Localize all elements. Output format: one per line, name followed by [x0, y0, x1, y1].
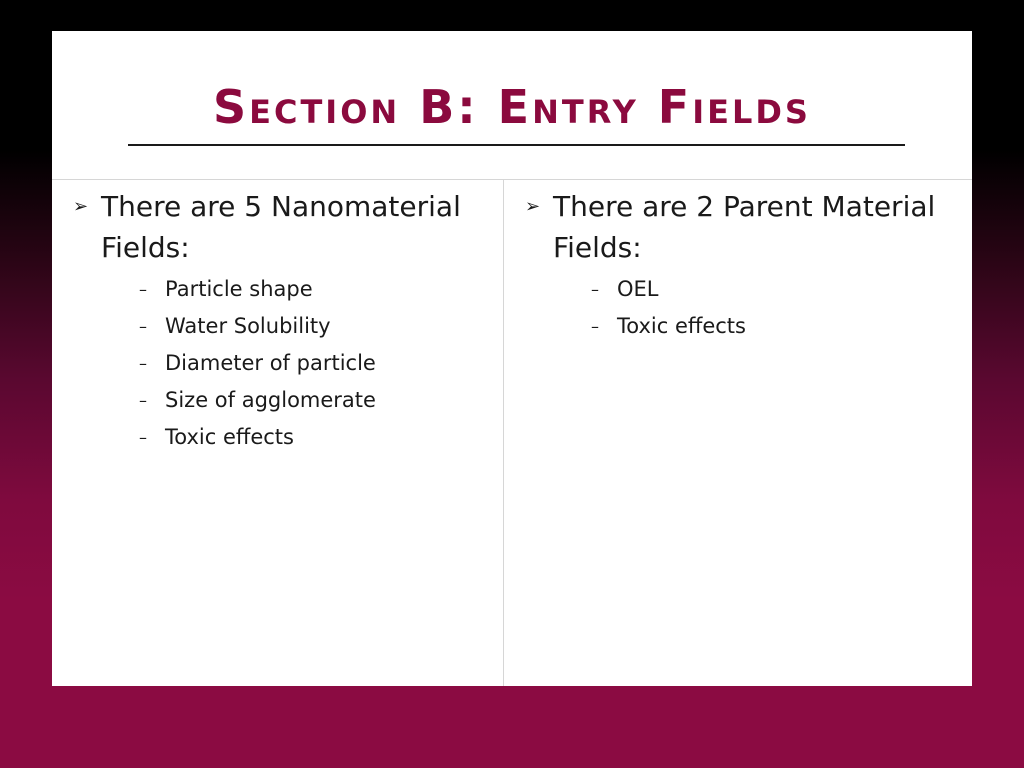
sub-bullet-item — [520, 308, 960, 345]
horizontal-divider — [52, 179, 972, 180]
sub-bullet-item — [68, 419, 488, 456]
sub-bullet-item — [68, 271, 488, 308]
dash-bullet-icon: – — [591, 280, 599, 299]
sub-bullet-item — [68, 345, 488, 382]
sub-bullet-list — [520, 271, 960, 345]
sub-bullet-text: Particle shape — [165, 277, 313, 301]
dash-bullet-icon: – — [139, 354, 147, 373]
column-divider — [503, 180, 504, 686]
bullet-item — [68, 186, 488, 268]
title-underline — [128, 144, 905, 146]
sub-bullet-text: OEL — [617, 277, 659, 301]
sub-bullet-text: Toxic effects — [165, 425, 294, 449]
title-area — [52, 31, 972, 179]
slide-title: Section B: Entry Fields — [213, 80, 811, 134]
dash-bullet-icon: – — [139, 391, 147, 410]
sub-bullet-text: Diameter of particle — [165, 351, 376, 375]
dash-bullet-icon: – — [139, 317, 147, 336]
dash-bullet-icon: – — [139, 428, 147, 447]
sub-bullet-text: Size of agglomerate — [165, 388, 376, 412]
bullet-item — [520, 186, 960, 268]
left-column — [68, 186, 488, 456]
bullet-text: There are 2 Parent Material Fields: — [553, 190, 936, 264]
dash-bullet-icon: – — [591, 317, 599, 336]
sub-bullet-item — [68, 382, 488, 419]
bullet-text: There are 5 Nanomaterial Fields: — [101, 190, 461, 264]
sub-bullet-text: Water Solubility — [165, 314, 331, 338]
arrowhead-bullet-icon: ➢ — [73, 196, 89, 217]
sub-bullet-item — [520, 271, 960, 308]
sub-bullet-text: Toxic effects — [617, 314, 746, 338]
right-column — [520, 186, 960, 345]
dash-bullet-icon: – — [139, 280, 147, 299]
sub-bullet-list — [68, 271, 488, 456]
arrowhead-bullet-icon: ➢ — [525, 196, 541, 217]
slide-content — [52, 31, 972, 686]
sub-bullet-item — [68, 308, 488, 345]
